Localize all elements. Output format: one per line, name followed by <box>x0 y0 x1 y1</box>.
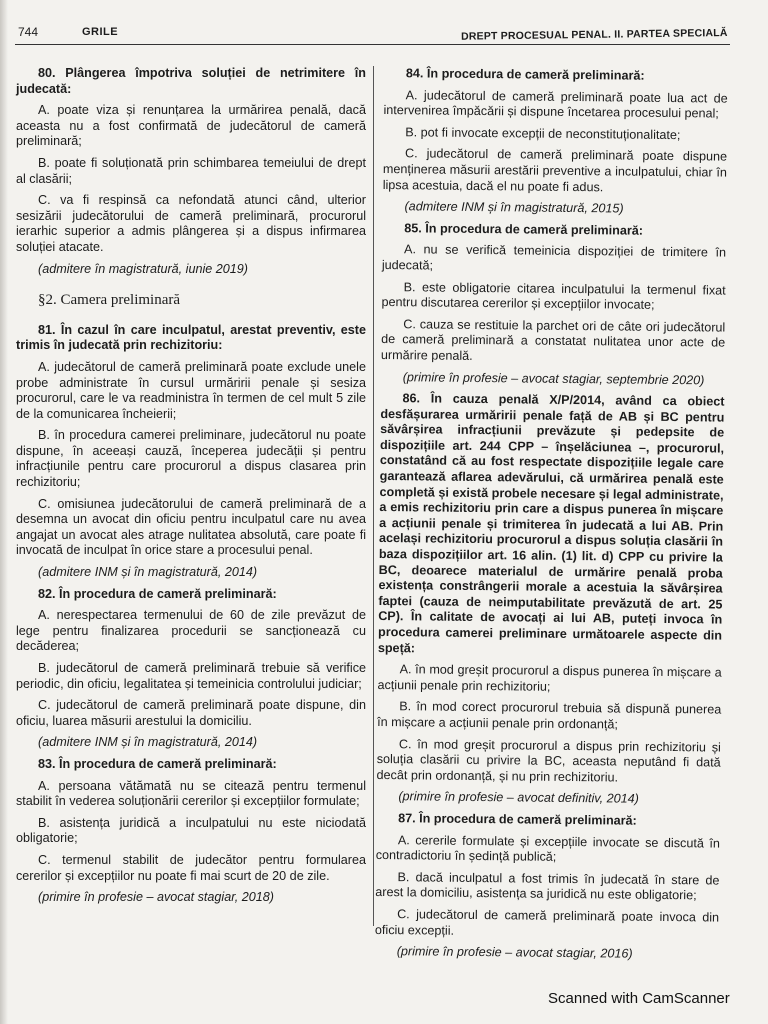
question-title: 80. Plângerea împotriva soluției de netrimitere în judecată: <box>16 66 366 96</box>
section-title: §2. Camera preliminară <box>38 292 181 309</box>
question-title: 83. În procedura de cameră preliminară: <box>38 756 277 771</box>
right-column <box>375 66 728 969</box>
question-86 <box>376 391 724 808</box>
option-a: A. nerespectarea termenului de 60 de zile prevăzut de lege pentru finalizarea procedurii se sancționează cu decăderea; <box>16 608 366 654</box>
question-title: 87. În procedura de cameră preliminară: <box>398 811 637 828</box>
option-a: A. poate viza și renunțarea la urmărirea penală, dacă aceasta nu a fost confirmată de judecătorul de cameră preliminară; <box>16 103 366 149</box>
option-b: B. este obligatorie citarea inculpatului la termenul fixat pentru discutarea cererilor și excepțiilor invocate; <box>381 279 726 312</box>
option-c: C. judecătorul de cameră preliminară poate dispune menținerea măsurii arestării preventive a inculpatului, chiar în lipsa acestuia, dacă el nu poate fi adus. <box>382 146 728 194</box>
question-source: (admitere INM și în magistratură, 2014) <box>38 735 258 750</box>
question-source: (admitere în magistratură, iunie 2019) <box>38 261 248 276</box>
option-b: B. pot fi invocate excepții de neconstituționalitate; <box>405 125 681 142</box>
option-c: C. va fi respinsă ca nefondată atunci când, ulterior sesizării judecătorului de cameră preliminară, procurorul ierarhic superior a admis plângerea și a dispus infirmarea soluției atacate. <box>16 193 366 254</box>
page-edge-shadow <box>0 0 8 1024</box>
question-87 <box>375 811 721 963</box>
option-c: C. cauza se restituie la parchet ori de câte ori judecătorul de cameră preliminară a constatat nulitatea unor acte de urmărire penală. <box>380 316 726 363</box>
option-b: B. dacă inculpatul a fost trimis în judecată în stare de arest la domiciliu, asistența sa juridică nu este obligatorie; <box>375 869 720 903</box>
question-title: 81. În cazul în care inculpatul, arestat preventiv, este trimis în judecată prin rechizitoriu: <box>16 322 366 353</box>
page-header <box>0 22 768 42</box>
option-b: B. în procedura camerei preliminare, judecătorul nu poate dispune, în aceeași cauză, începerea judecății și pentru infracțiunile pentru care procurorul a dispus clasarea prin rechizitoriu; <box>16 428 366 490</box>
question-source: (primire în profesie – avocat stagiar, 2018) <box>38 890 274 905</box>
question-85 <box>381 221 727 389</box>
question-title: 84. În procedura de cameră preliminară: <box>405 66 645 83</box>
question-source: (admitere INM și în magistratură, 2014) <box>38 565 258 580</box>
scanner-watermark: Scanned with CamScanner <box>548 990 730 1007</box>
question-84 <box>382 66 728 218</box>
question-83 <box>16 757 366 906</box>
question-title: 85. În procedura de cameră preliminară: <box>404 220 644 238</box>
option-a: A. judecătorul de cameră preliminară poate exclude unele probe administrate în cursul urmăririi penale și sesiza procurorul, care le va readministra în termen de cel mult 5 zile de la comunicarea încheierii; <box>16 359 366 421</box>
option-b: B. în mod corect procurorul trebuia să dispună punerea în mișcare a acțiunii penale prin ordonanță; <box>377 699 722 732</box>
question-80 <box>16 66 366 277</box>
option-b: B. judecătorul de cameră preliminară trebuie să verifice periodic, din oficiu, legalitatea și temeinicia controlului judiciar; <box>16 661 366 691</box>
option-a: A. judecătorul de cameră preliminară poate lua act de intervenirea împăcării și dispune încetarea procesului penal; <box>383 87 728 121</box>
question-source: (admitere INM și în magistratură, 2015) <box>404 199 624 216</box>
left-column <box>16 66 366 912</box>
option-a: A. în mod greșit procurorul a dispus punerea în mișcare a acțiunii penale prin rechizitoriu; <box>377 662 722 694</box>
header-rule <box>15 44 730 45</box>
running-head-right: DREPT PROCESUAL PENAL. II. PARTEA SPECIALĂ <box>461 27 729 43</box>
option-c: C. omisiunea judecătorului de cameră preliminară de a desemna un avocat din oficiu pentru inculpatul care nu avea angajat un avocat ales atrage nulitatea absolută, care poate fi invocată de inculpat în orice stare a procesului penal. <box>16 496 366 558</box>
option-c: C. în mod greșit procurorul a dispus prin rechizitoriu și soluția clasării cu privire la BC, aceasta neputând fi dată decât prin ordonanță, și nu prin rechizitoriu. <box>376 736 721 785</box>
option-c: C. judecătorul de cameră preliminară poate invoca din oficiu excepții. <box>374 907 720 938</box>
question-title: 82. În procedura de cameră preliminară: <box>38 586 277 601</box>
question-81 <box>16 323 366 581</box>
question-source: (primire în profesie – avocat stagiar, septembrie 2020) <box>402 369 705 387</box>
option-c: C. termenul stabilit de judecător pentru formularea cererilor și excepțiilor nu poate fi mai scurt de 20 de zile. <box>16 852 366 883</box>
option-a: A. nu se verifică temeinicia dispoziției de trimitere în judecată; <box>381 242 727 273</box>
option-b: B. asistența juridică a inculpatului nu este niciodată obligatorie; <box>16 815 366 846</box>
option-c: C. judecătorul de cameră preliminară poate dispune, din oficiu, luarea măsurii arestului la domiciliu. <box>16 698 366 728</box>
option-a: A. cererile formulate și excepțiile invocate se discută în contradictoriu în ședință publică; <box>375 832 720 864</box>
option-a: A. persoana vătămată nu se citează pentru termenul stabilit în vederea soluționării cererilor și excepțiilor formulate; <box>16 778 366 809</box>
question-source: (primire în profesie – avocat stagiar, 2016) <box>396 944 633 961</box>
running-head-left: GRILE <box>82 26 119 38</box>
question-82 <box>16 587 366 751</box>
column-divider <box>373 66 374 926</box>
question-title: 86. În cauza penală X/P/2014, având ca obiect desfășurarea urmăririi penale față de AB și BC pentru săvârșirea infracțiunii prevăzute și pedepsite de dispozițiile art. 244 CPP – înșelăciunea –, procurorul, constatând că au fost respectate dispozițiile legale care garantează aflarea adevărului, că urmărirea penală este completă și există probele necesare și legal administrate, a emis rechizitoriu prin care a dispus punerea în mișcare a acțiunii penale și trimiterea în judecată a lui AB. Prin același rechizitoriu procurorul a dispus soluția clasării în baza dispozițiilor art. 16 alin. (1) lit. d) CPP cu privire la BC, deoarece materialul de urmărire penală proba existența constrângerii morale a acestuia la săvârșirea faptei (cauza de neimputabilitate prevăzută de art. 25 CP). În calitate de avocați ai lui AB, puteți invoca în procedura camerei preliminare următoarele aspecte din speță: <box>377 391 725 655</box>
option-b: B. poate fi soluționată prin schimbarea temeiului de drept al clasării; <box>16 155 366 186</box>
question-source: (primire în profesie – avocat definitiv, 2014) <box>398 789 639 807</box>
page-number: 744 <box>18 25 39 39</box>
